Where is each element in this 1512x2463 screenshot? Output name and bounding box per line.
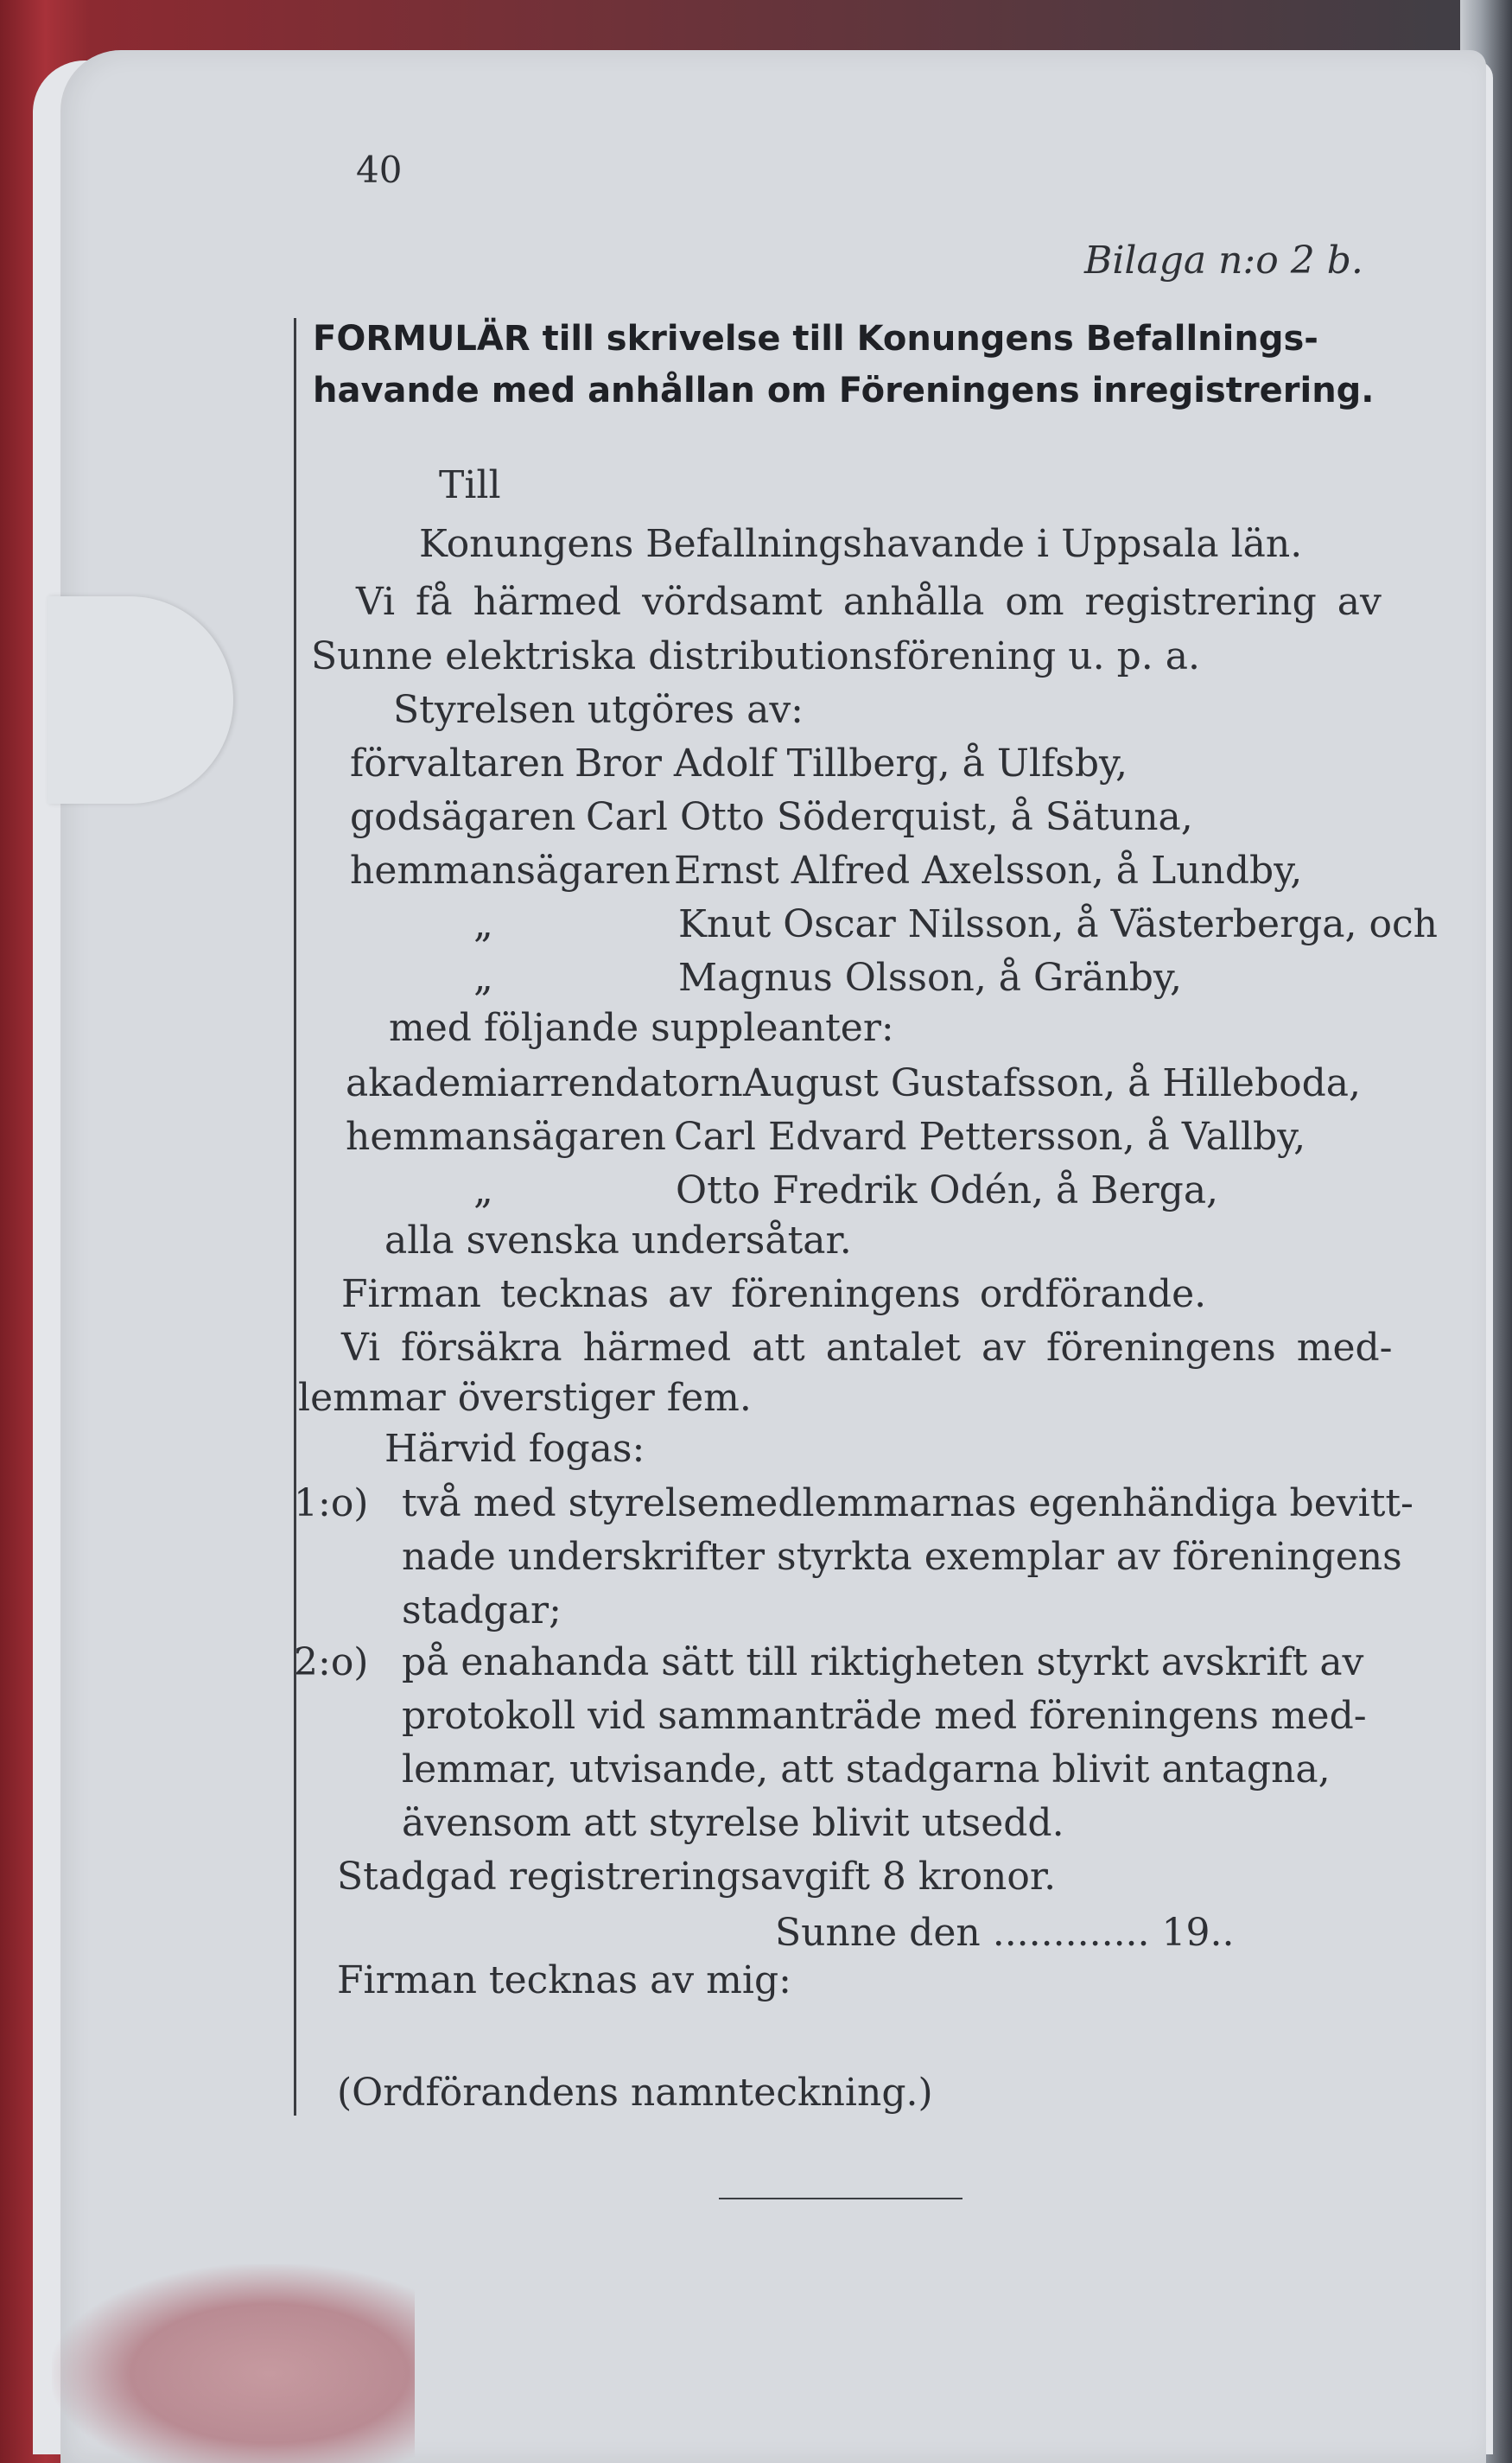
margin-rule (294, 318, 296, 2116)
board-member-title: „ (473, 902, 493, 946)
request-line-1: Vi få härmed vördsamt anhålla om registrering av (356, 580, 1382, 624)
deputy-name: August Gustafsson, å Hilleboda, (743, 1061, 1361, 1105)
attachment-line: nade underskrifter styrkta exemplar av föreningens (402, 1535, 1402, 1579)
deputy-name: Otto Fredrik Odén, å Berga, (676, 1168, 1219, 1212)
signed-by: Firman tecknas av mig: (337, 1958, 791, 2002)
salutation-addressee: Konungens Befallningshavande i Uppsala län. (419, 522, 1303, 566)
assurance-line-2: lemmar överstiger fem. (298, 1376, 752, 1420)
board-member-name: Carl Otto Söderquist, å Sätuna, (586, 795, 1193, 839)
signature-rule: Firman tecknas av föreningens ordförande. (341, 1272, 1207, 1316)
assurance-line-1: Vi försäkra härmed att antalet av föreningens med- (341, 1326, 1393, 1370)
deputy-title: akademiarrendatorn (346, 1061, 743, 1105)
appendix-label: Bilaga n:o 2 b. (1084, 239, 1363, 283)
attachment-line: ävensom att styrelse blivit utsedd. (402, 1801, 1064, 1845)
deputy-title: „ (473, 1168, 493, 1212)
attachment-line: två med styrelsemedlemmarnas egenhändiga bevitt- (402, 1481, 1414, 1525)
salutation-to: Till (439, 463, 501, 507)
board-member-name: Ernst Alfred Axelsson, å Lundby, (674, 849, 1303, 893)
date-line: Sunne den ............. 19.. (775, 1911, 1235, 1955)
heading-line-1: FORMULÄR till skrivelse till Konungens Befallnings- (313, 319, 1318, 359)
request-line-2: Sunne elektriska distributionsförening u. p. a. (311, 634, 1200, 678)
deputies-intro: med följande suppleanter: (389, 1006, 894, 1050)
attachment-line: lemmar, utvisande, att stadgarna blivit antagna, (402, 1747, 1331, 1792)
signature-note: (Ordförandens namnteckning.) (337, 2071, 933, 2115)
deputy-name: Carl Edvard Pettersson, å Vallby, (674, 1115, 1306, 1159)
deputies-closing: alla svenska undersåtar. (384, 1219, 852, 1263)
thumb (52, 2264, 415, 2463)
attachment-number: 2:o) (294, 1640, 369, 1684)
board-member-title: „ (473, 956, 493, 1000)
board-member-title: godsägaren (350, 795, 576, 839)
board-member-title: hemmansägaren (350, 849, 671, 893)
board-member-title: förvaltaren (350, 741, 565, 786)
deputy-title: hemmansägaren (346, 1115, 667, 1159)
attachments-intro: Härvid fogas: (384, 1427, 645, 1471)
attachment-line: protokoll vid sammanträde med föreningens med- (402, 1694, 1367, 1738)
board-member-name: Knut Oscar Nilsson, å Västerberga, och (678, 902, 1438, 946)
page-number: 40 (356, 149, 403, 191)
attachment-line: på enahanda sätt till riktigheten styrkt avskrift av (402, 1640, 1364, 1684)
attachment-number: 1:o) (294, 1481, 369, 1525)
board-member-name: Bror Adolf Tillberg, å Ulfsby, (575, 741, 1128, 786)
registration-fee: Stadgad registreringsavgift 8 kronor. (337, 1855, 1057, 1899)
board-intro: Styrelsen utgöres av: (393, 688, 804, 732)
board-member-name: Magnus Olsson, å Gränby, (678, 956, 1182, 1000)
heading-line-2: havande med anhållan om Föreningens inregistrering. (313, 371, 1375, 410)
attachment-line: stadgar; (402, 1588, 562, 1632)
closing-rule (719, 2198, 962, 2199)
